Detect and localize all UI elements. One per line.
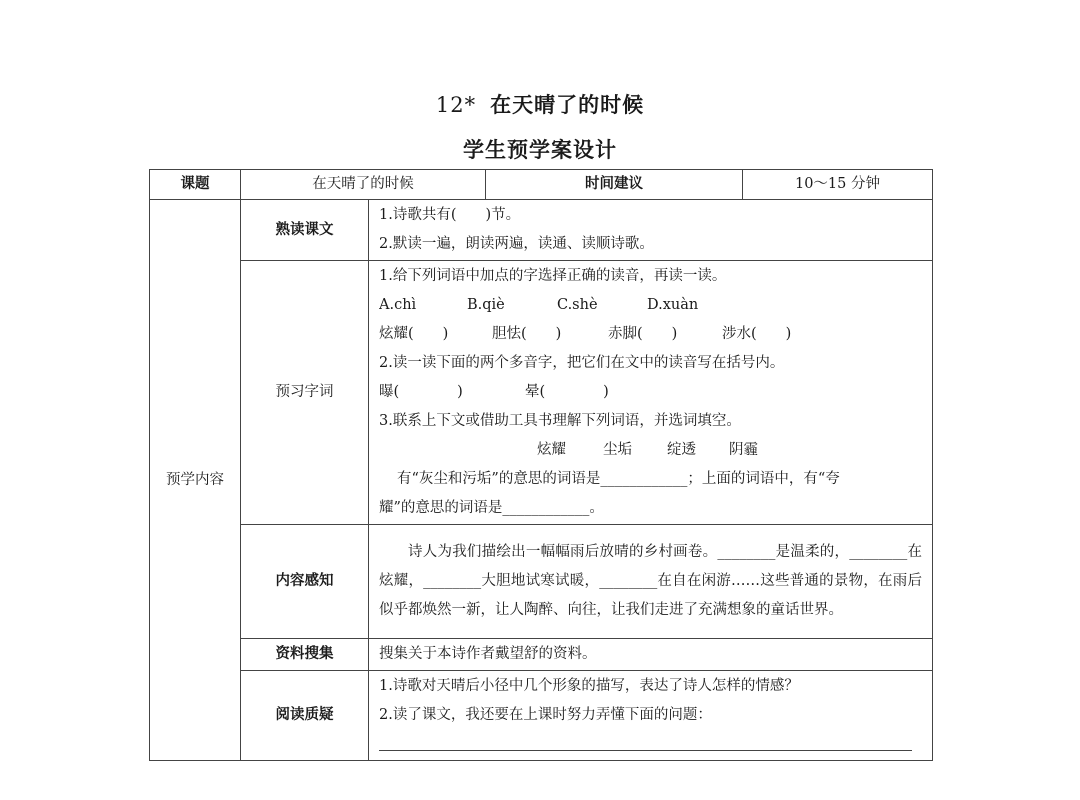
row-info-content (369, 639, 933, 671)
option-a: A.chì (379, 297, 417, 313)
option-c: C.shè (557, 297, 598, 313)
lesson-title (0, 89, 1080, 119)
blank-1: 炫耀( ) (379, 326, 449, 342)
option-b: B.qiè (467, 297, 505, 313)
poly-2: 晕( ) (525, 384, 609, 400)
section-label: 预学内容 (150, 200, 241, 761)
lesson-title-text: 在天晴了的时候 (490, 93, 645, 117)
row-content (150, 525, 933, 639)
topic-label: 课题 (150, 170, 241, 200)
fill-line-1: 有“灰尘和污垢”的意思的词语是____________；上面的词语中，有“夸 (397, 471, 840, 487)
answer-line (379, 730, 912, 751)
topic-value: 在天晴了的时候 (241, 170, 486, 200)
question-line-1: 1.诗歌对天晴后小径中几个形象的描写，表达了诗人怎样的情感？ (379, 678, 799, 694)
prestudy-table (149, 169, 933, 761)
info-text: 搜集关于本诗作者戴望舒的资料。 (379, 646, 597, 662)
topic-row (150, 170, 933, 200)
row-content-label: 内容感知 (241, 525, 369, 639)
vocab-3: 绽透 (667, 442, 696, 458)
row-read-content (369, 200, 933, 261)
row-words-content (369, 261, 933, 525)
row-content-content (369, 525, 933, 639)
row-question (150, 671, 933, 761)
row-read (150, 200, 933, 261)
fill-line-2: 耀”的意思的词语是____________。 (379, 500, 604, 516)
read-line-2: 2.默读一遍，朗读两遍，读通、读顺诗歌。 (379, 236, 654, 252)
words-q2: 2.读一读下面的两个多音字，把它们在文中的读音写在括号内。 (379, 355, 785, 371)
vocab-2: 尘垢 (603, 442, 632, 458)
row-question-label: 阅读质疑 (241, 671, 369, 761)
row-question-content (369, 671, 933, 761)
vocab-4: 阴霾 (729, 442, 758, 458)
words-blanks (379, 320, 922, 349)
time-label: 时间建议 (486, 170, 743, 200)
read-line-1: 1.诗歌共有( )节。 (379, 207, 521, 223)
page-subtitle: 学生预学案设计 (463, 138, 617, 162)
words-poly (379, 378, 922, 407)
time-value: 10～15 分钟 (743, 170, 933, 200)
blank-3: 赤脚( ) (608, 326, 678, 342)
row-words (150, 261, 933, 525)
row-info (150, 639, 933, 671)
option-d: D.xuàn (647, 297, 699, 313)
row-read-label: 熟读课文 (241, 200, 369, 261)
words-q1: 1.给下列词语中加点的字选择正确的读音，再读一读。 (379, 268, 727, 284)
question-line-2: 2.读了课文，我还要在上课时努力弄懂下面的问题： (379, 707, 712, 723)
vocab-1: 炫耀 (537, 442, 566, 458)
row-words-label: 预习字词 (241, 261, 369, 525)
blank-4: 涉水( ) (722, 326, 792, 342)
words-q3: 3.联系上下文或借助工具书理解下列词语，并选词填空。 (379, 413, 741, 429)
content-text: 诗人为我们描绘出一幅幅雨后放晴的乡村画卷。________是温柔的，________在炫耀，________大胆地试寒试暖，________在自在闲游……这些普通的景物，在雨后似乎都焕然一新，让人陶醉、向往，让我们走进了充满想象的童话世界。 (379, 544, 922, 618)
row-info-label: 资料搜集 (241, 639, 369, 671)
words-options (379, 291, 922, 320)
lesson-number: 12* (435, 93, 477, 117)
poly-1: 曝( ) (379, 384, 463, 400)
vocab-list (379, 436, 922, 465)
blank-2: 胆怯( ) (492, 326, 562, 342)
